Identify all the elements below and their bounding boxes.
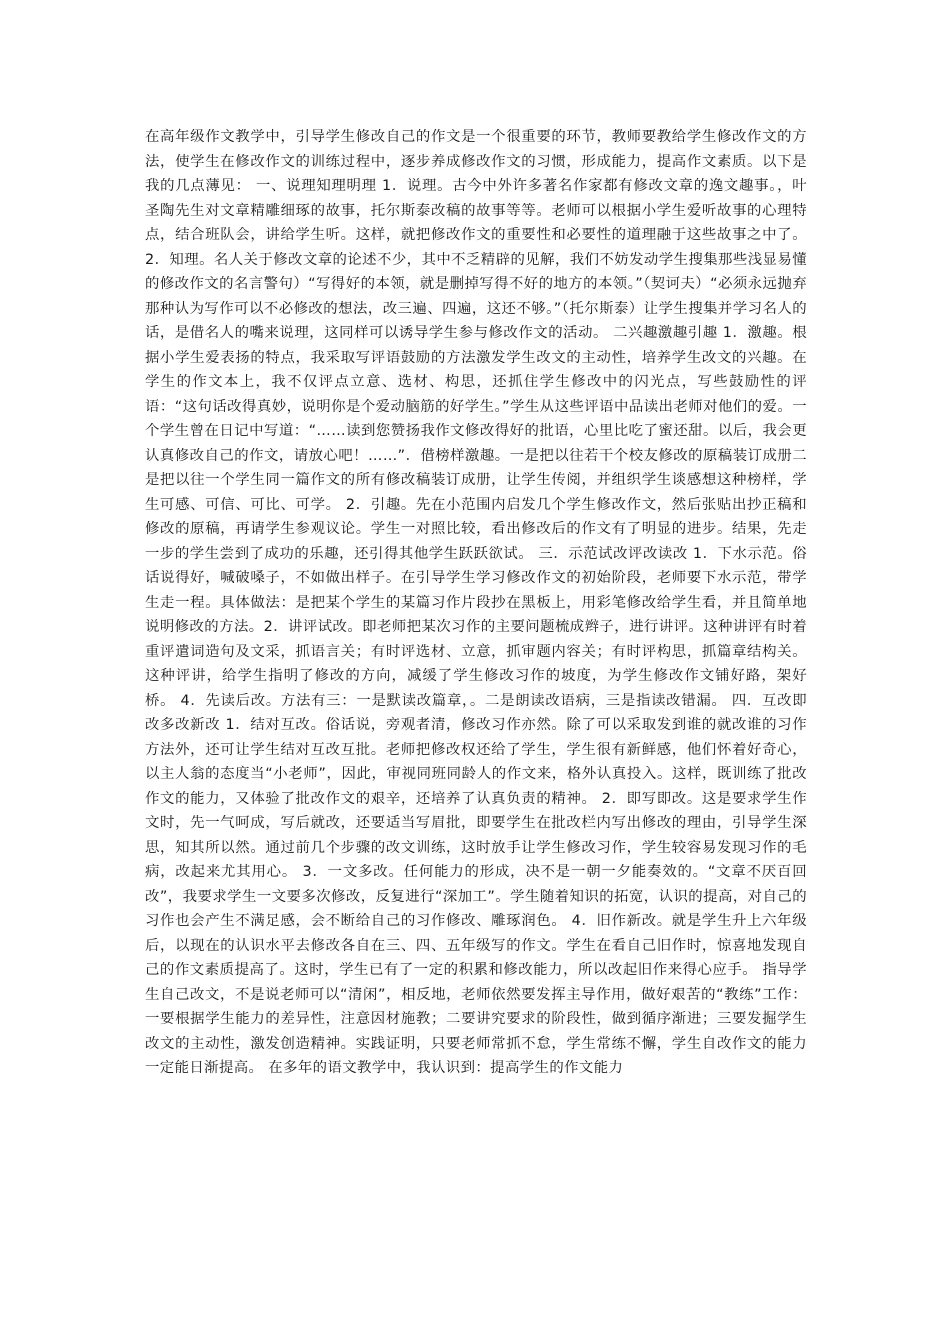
body-paragraph: 在高年级作文教学中，引导学生修改自己的作文是一个很重要的环节，教师要教给学生修改作文的方法，使学生在修改作文的训练过程中，逐步养成修改作文的习惯，形成能力，提高作文素质。以下是我的几点薄见： 一、说理知理明理 1．说理。古今中外许多著名作家都有修改文章的逸文趣事。，叶圣陶先生对文章精雕细琢的故事，托尔斯泰改稿的故事等等。老师可以根据小学生爱听故事的心理特点，结合班队会，讲给学生听。这样，就把修改作文的重要性和必要性的道理融于这些故事之中了。 2．知理。名人关于修改文章的论述不少，其中不乏精辟的见解，我们不妨发动学生搜集那些浅显易懂的修改作文的名言警句）“写得好的本领，就是删掉写得不好的地方的本领。”（契诃夫）“必须永远抛弃那种认为写作可以不必修改的想法，改三遍、四遍，这还不够。”（托尔斯泰）让学生搜集并学习名人的话，是借名人的嘴来说理，这同样可以诱导学生参与修改作文的活动。 二兴趣激趣引趣 1．激趣。根据小学生爱表扬的特点，我采取写评语鼓励的方法激发学生改文的主动性，培养学生改文的兴趣。在学生的作文本上，我不仅评点立意、选材、构思，还抓住学生修改中的闪光点，写些鼓励性的评语：“这句话改得真妙，说明你是个爱动脑筋的好学生。”学生从这些评语中品读出老师对他们的爱。一个学生曾在日记中写道：“……读到您赞扬我作文修改得好的批语，心里比吃了蜜还甜。以后，我会更认真修改自己的作文，请放心吧！……”．借榜样激趣。一是把以往若干个校友修改的原稿装订成册二是把以往一个学生同一篇作文的所有修改稿装订成册，让学生传阅，并组织学生谈感想这种榜样，学生可感、可信、可比、可学。 2．引趣。先在小范围内启发几个学生修改作文，然后张贴出抄正稿和修改的原稿，再请学生参观议论。学生一对照比较，看出修改后的作文有了明显的进步。结果，先走一步的学生尝到了成功的乐趣，还引得其他学生跃跃欲试。 三．示范试改评改读改 1．下水示范。俗话说得好，喊破嗓子，不如做出样子。在引导学生学习修改作文的初始阶段，老师要下水示范，带学生走一程。具体做法：是把某个学生的某篇习作片段抄在黑板上，用彩笔修改给学生看，并且简单地说明修改的方法。2．讲评试改。即老师把某次习作的主要问题梳成辫子，进行讲评。这种讲评有时着重评遣词造句及文采，抓语言关；有时评选材、立意，抓审题内容关；有时评构思，抓篇章结构关。这种评讲，给学生指明了修改的方向，减缓了学生修改习作的坡度，为学生修改作文铺好路，架好桥。 4．先读后改。方法有三：一是默读改篇章，。二是朗读改语病，三是指读改错漏。 四．互改即改多改新改 1．结对互改。俗话说，旁观者清，修改习作亦然。除了可以采取发到谁的就改谁的习作方法外，还可让学生结对互改互批。老师把修改权还给了学生，学生很有新鲜感，他们怀着好奇心，以主人翁的态度当“小老师”，因此，审视同班同龄人的作文来，格外认真投入。这样，既训练了批改作文的能力，又体验了批改作文的艰辛，还培养了认真负责的精神。 2．即写即改。这是要求学生作文时，先一气呵成，写后就改，还要适当写眉批，即要学生在批改栏内写出修改的理由，引导学生深思，知其所以然。通过前几个步骤的改文训练，这时放手让学生修改习作，学生较容易发现习作的毛病，改起来尤其用心。 3．一文多改。任何能力的形成，决不是一朝一夕能奏效的。“文章不厌百回改”，我要求学生一文要多次修改，反复进行“深加工”。学生随着知识的拓宽，认识的提高，对自己的习作也会产生不满足感，会不断给自己的习作修改、雕琢润色。 4．旧作新改。就是学生升上六年级后，以现在的认识水平去修改各自在三、四、五年级写的作文。学生在看自己旧作时，惊喜地发现自己的作文素质提高了。这时，学生已有了一定的积累和修改能力，所以改起旧作来得心应手。 指导学生自己改文，不是说老师可以“清闲”，相反地，老师依然要发挥主导作用，做好艰苦的“教练”工作：一要根据学生能力的差异性，注意因材施教；二要讲究要求的阶段性，做到循序渐进；三要发掘学生改文的主动性，激发创造精神。实践证明，只要老师常抓不怠，学生常练不懈，学生自改作文的能力一定能日渐提高。 在多年的语文教学中，我认识到：提高学生的作文能力 (145, 129, 807, 1076)
